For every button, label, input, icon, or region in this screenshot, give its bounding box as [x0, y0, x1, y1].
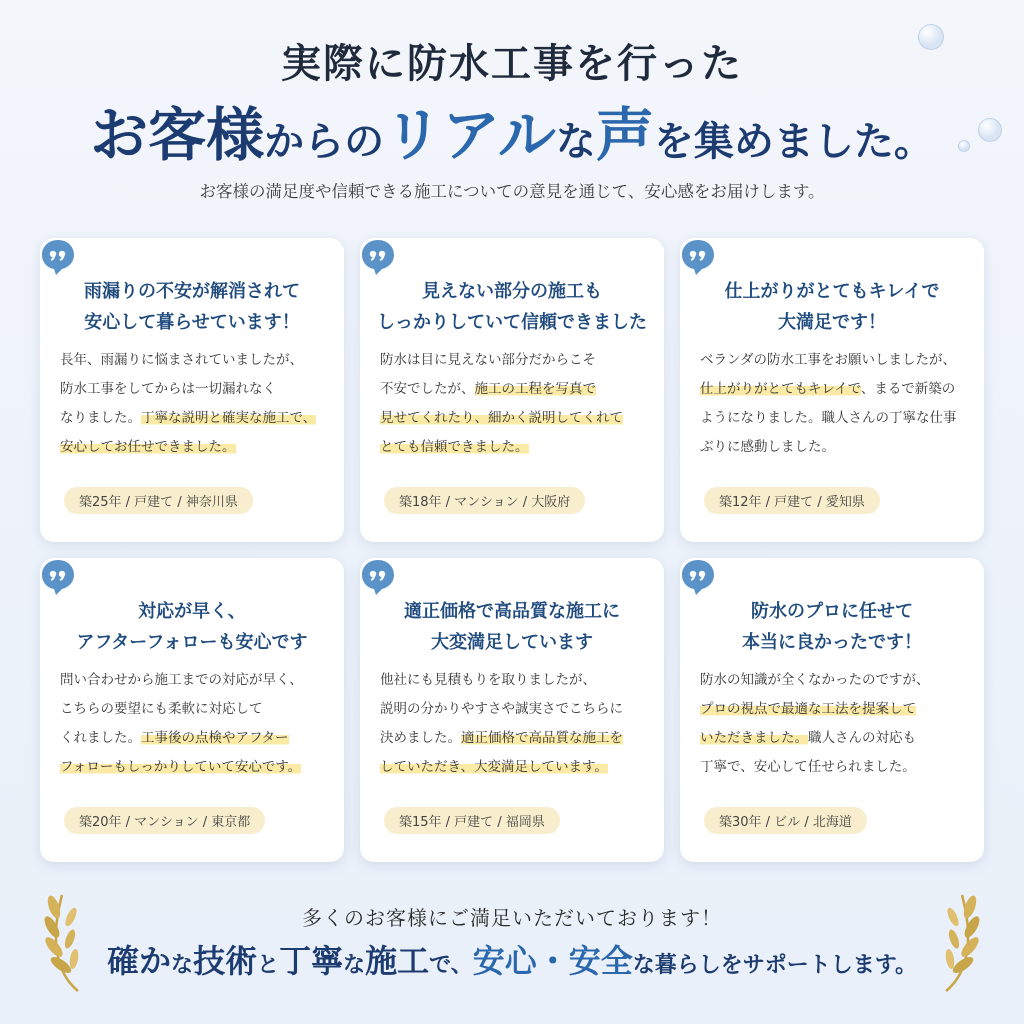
tagline-part: 確か [107, 942, 172, 980]
tagline-part: 丁寧 [279, 942, 344, 980]
card-title-line: 防水のプロに任せて [751, 601, 913, 622]
card-body-line [700, 666, 975, 695]
body-highlight: 見せてくれたり、細かく説明してくれて [380, 410, 623, 426]
body-text: 他社にも見積もりを取りましたが、 [380, 672, 596, 688]
card-body-line [60, 375, 335, 404]
card-title-line: 雨漏りの不安が解消されて [84, 281, 300, 302]
body-highlight: していただき、大変満足しています。 [380, 759, 608, 775]
card-body-line [380, 724, 655, 753]
body-text: 職人さんの対応も [808, 730, 916, 746]
card-body [380, 346, 655, 462]
property-tag: 築20年 / マンション / 東京都 [64, 807, 265, 834]
card-body-line [380, 666, 655, 695]
card-title-line: 適正価格で高品質な施工に [404, 601, 620, 622]
card-title-line: 安心して暮らせています！ [84, 312, 300, 333]
body-text: ベランダの防水工事をお願いしましたが、 [700, 352, 956, 368]
card-title [40, 596, 344, 658]
property-tag: 築18年 / マンション / 大阪府 [384, 487, 585, 514]
body-highlight: とても信頼できました。 [380, 439, 529, 455]
body-text: 防水は目に見えない部分だからこそ [380, 352, 596, 368]
card-body-line [700, 695, 975, 724]
card-title [680, 596, 984, 658]
card-body-line [700, 404, 975, 433]
title-part: お客様 [90, 101, 265, 169]
card-body-line [60, 404, 335, 433]
quote-icon [40, 558, 76, 596]
card-title-line: 本当に良かったです！ [742, 632, 922, 653]
card-body [60, 346, 335, 462]
card-body [60, 666, 335, 782]
testimonial-card [40, 238, 344, 542]
body-highlight: 安心してお任せできました。 [60, 439, 236, 455]
body-text: くれました。 [60, 730, 141, 746]
body-text: 不安でしたが、 [380, 381, 475, 397]
body-text: 丁寧で、安心して任せられました。 [700, 759, 916, 775]
card-title-line: 大満足です！ [778, 312, 886, 333]
title-part-accent: リアル [384, 101, 556, 169]
testimonial-card [680, 558, 984, 862]
tagline-part: 施工 [365, 942, 430, 980]
body-text: 説明の分かりやすさや誠実さでこちらに [380, 701, 623, 717]
property-tag: 築25年 / 戸建て / 神奈川県 [64, 487, 253, 514]
card-body [700, 346, 975, 462]
property-tag: 築30年 / ビル / 北海道 [704, 807, 867, 834]
tagline-part: で、 [429, 952, 473, 978]
card-body-line [60, 753, 335, 782]
card-body-line [60, 724, 335, 753]
card-title-line: 見えない部分の施工も [422, 281, 602, 302]
card-body-line [700, 433, 975, 462]
body-highlight: 工事後の点検やアフター [141, 730, 289, 746]
body-text: 、まるで新築の [860, 381, 956, 397]
quote-icon [680, 238, 716, 276]
body-text: 決めました。 [380, 730, 461, 746]
page-title-line1: 実際に防水工事を行った [281, 40, 743, 87]
title-part: な [555, 118, 596, 165]
body-text: ぶりに感動しました。 [700, 439, 835, 455]
card-body-line [60, 346, 335, 375]
title-part: を集めました。 [653, 118, 934, 165]
card-body-line [700, 753, 975, 782]
card-title [360, 596, 664, 658]
quote-icon [40, 238, 76, 276]
card-body-line [380, 753, 655, 782]
tagline-part: と [257, 952, 280, 978]
footer-message: 多くのお客様にご満足いただいております！ [302, 906, 722, 930]
body-text: 防水工事をしてからは一切漏れなく [60, 381, 276, 397]
quote-icon [680, 558, 716, 596]
card-body-line [60, 433, 335, 462]
body-text: なりました。 [60, 410, 141, 426]
testimonial-card [360, 558, 664, 862]
tagline-part: 技術 [193, 942, 258, 980]
body-highlight: 適正価格で高品質な施工を [461, 730, 623, 746]
card-body-line [380, 404, 655, 433]
card-body-line [60, 695, 335, 724]
title-part-accent: 声 [595, 101, 654, 169]
card-body [380, 666, 655, 782]
card-body-line [380, 695, 655, 724]
testimonial-card [40, 558, 344, 862]
card-title-line: しっかりしていて信頼できました [377, 312, 647, 333]
property-tag: 築12年 / 戸建て / 愛知県 [704, 487, 880, 514]
footer-tagline [0, 936, 1024, 982]
card-body-line [700, 724, 975, 753]
body-text: 防水の知識が全くなかったのですが、 [700, 672, 930, 688]
body-highlight: プロの視点で最適な工法を提案して [700, 701, 916, 717]
property-tag: 築15年 / 戸建て / 福岡県 [384, 807, 560, 834]
body-highlight: 丁寧な説明と確実な施工で、 [141, 410, 317, 426]
card-body-line [700, 346, 975, 375]
card-body-line [380, 346, 655, 375]
tagline-part: な [171, 952, 194, 978]
page-subtitle: お客様の満足度や信頼できる施工についての意見を通じて、安心感をお届けします。 [199, 182, 825, 201]
page-title-line2 [0, 88, 1024, 172]
card-title [680, 276, 984, 338]
body-text: 問い合わせから施工までの対応が早く、 [60, 672, 303, 688]
quote-icon [360, 238, 396, 276]
card-body-line [380, 433, 655, 462]
tagline-part: な [343, 952, 366, 978]
body-text: こちらの要望にも柔軟に対応して [60, 701, 263, 717]
body-text: 長年、雨漏りに悩まされていましたが、 [60, 352, 303, 368]
tagline-part: な暮らしをサポートします。 [632, 952, 917, 978]
card-title-line: 仕上がりがとてもキレイで [724, 281, 940, 302]
card-body-line [700, 375, 975, 404]
card-body-line [60, 666, 335, 695]
body-highlight: 施工の工程を写真で [474, 381, 596, 397]
body-highlight: いただきました。 [700, 730, 808, 746]
card-title [360, 276, 664, 338]
title-part: からの [264, 118, 385, 165]
card-body [700, 666, 975, 782]
testimonial-card [680, 238, 984, 542]
tagline-part-accent: 安心・安全 [472, 942, 633, 980]
body-highlight: 仕上がりがとてもキレイで [700, 381, 861, 397]
card-title-line: アフターフォローも安心です [76, 632, 308, 653]
card-title [40, 276, 344, 338]
body-highlight: フォローもしっかりしていて安心です。 [60, 759, 302, 775]
body-text: ようになりました。職人さんの丁寧な仕事 [700, 410, 957, 426]
card-title-line: 対応が早く、 [138, 601, 246, 622]
card-body-line [380, 375, 655, 404]
quote-icon [360, 558, 396, 596]
testimonial-card [360, 238, 664, 542]
card-title-line: 大変満足しています [431, 632, 593, 653]
